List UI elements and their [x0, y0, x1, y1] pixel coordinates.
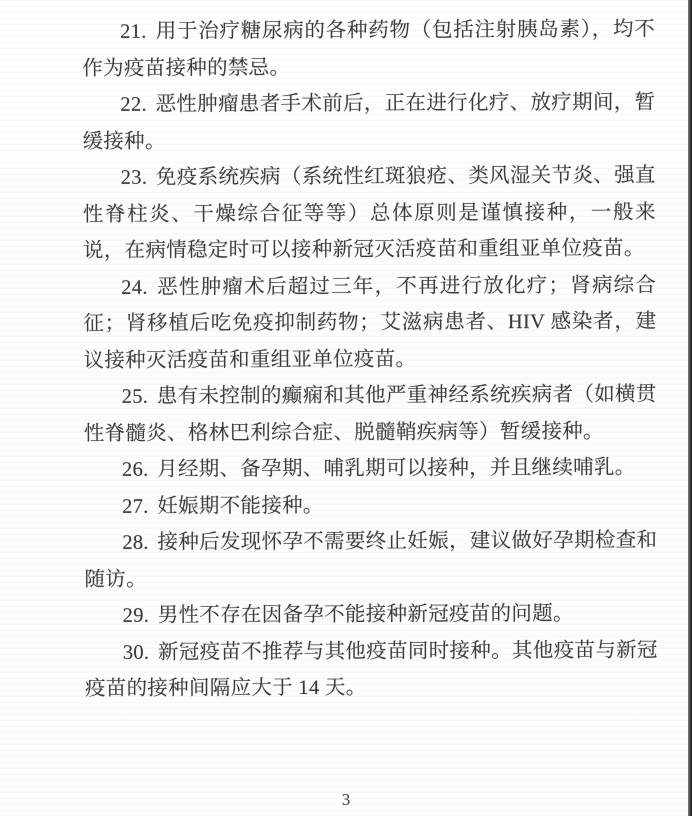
- list-item: [84, 376, 657, 451]
- item-text: 月经期、备孕期、哺乳期可以接种，并且继续哺乳。: [157, 456, 636, 481]
- item-text: 恶性肿瘤术后超过三年，不再进行放化疗；肾病综合征；肾移植后吃免疫抑制药物；艾滋病患者、HIV 感染者，建议接种灭活疫苗和重组亚单位疫苗。: [83, 273, 657, 372]
- list-item: [85, 632, 658, 707]
- list-item: [84, 486, 657, 525]
- item-number: 23.: [120, 166, 148, 189]
- list-item: [83, 267, 656, 379]
- item-number: 29.: [122, 604, 150, 627]
- item-text: 新冠疫苗不推荐与其他疫苗同时接种。其他疫苗与新冠疫苗的接种间隔应大于 14 天。: [84, 638, 658, 700]
- document-text-block: [82, 11, 658, 707]
- list-item: [82, 84, 655, 159]
- list-item: [85, 595, 658, 634]
- item-number: 28.: [122, 531, 149, 554]
- list-item: [84, 449, 657, 488]
- item-number: 22.: [120, 93, 147, 116]
- item-number: 30.: [122, 641, 150, 664]
- item-number: 27.: [122, 495, 149, 518]
- item-number: 26.: [121, 458, 149, 481]
- item-text: 用于治疗糖尿病的各种药物（包括注射胰岛素），均不作为疫苗接种的禁忌。: [82, 18, 656, 80]
- list-item: [83, 157, 656, 269]
- item-number: 24.: [121, 276, 148, 299]
- item-text: 接种后发现怀孕不需要终止妊娠，建议做好孕期检查和随访。: [84, 529, 658, 591]
- item-number: 21.: [120, 20, 147, 43]
- item-text: 患有未控制的癫痫和其他严重神经系统疾病者（如横贯性脊髓炎、格林巴利综合症、脱髓鞘疾病等）暂缓接种。: [83, 383, 657, 445]
- item-text: 恶性肿瘤患者手术前后，正在进行化疗、放疗期间，暂缓接种。: [82, 91, 656, 153]
- item-number: 25.: [121, 385, 149, 408]
- item-text: 免疫系统疾病（系统性红斑狼疮、类风湿关节炎、强直性脊柱炎、干燥综合征等等）总体原则是谨慎接种，一般来说，在病情稳定时可以接种新冠灭活疫苗和重组亚单位疫苗。: [82, 164, 656, 262]
- page-number: 3: [341, 790, 351, 809]
- item-text: 男性不存在因备孕不能接种新冠疫苗的问题。: [157, 602, 574, 627]
- scan-edge-line: [688, 0, 692, 816]
- item-text: 妊娠期不能接种。: [157, 494, 324, 518]
- list-item: [84, 522, 657, 597]
- list-item: [82, 11, 655, 86]
